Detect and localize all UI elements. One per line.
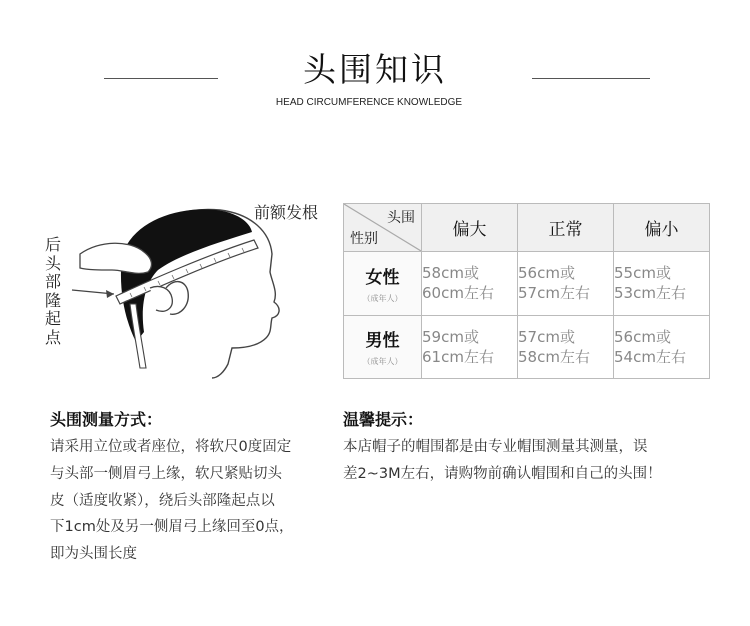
table-header-row bbox=[344, 204, 710, 252]
table-cell: 59cm或 61cm左右 bbox=[422, 315, 518, 379]
title-divider-right bbox=[532, 78, 650, 79]
table-cell: 55cm或 53cm左右 bbox=[614, 252, 710, 316]
column-header-normal: 正常 bbox=[518, 204, 614, 252]
back-head-point-label: 后 头 部 隆 起 点 bbox=[45, 235, 62, 347]
method-heading: 头围测量方式： bbox=[50, 410, 163, 429]
column-header-large: 偏大 bbox=[422, 204, 518, 252]
table-cell: 56cm或 57cm左右 bbox=[518, 252, 614, 316]
size-table bbox=[343, 203, 710, 379]
corner-label-gender: 性别 bbox=[350, 231, 378, 247]
tips-text: 本店帽子的帽围都是由专业帽围测量其测量，误 差2~3M左右，请购物前确认帽围和自己的头围！ bbox=[343, 439, 662, 482]
table-corner-cell bbox=[344, 204, 422, 252]
corner-label-circumference: 头围 bbox=[387, 210, 415, 226]
table-cell: 57cm或 58cm左右 bbox=[518, 315, 614, 379]
table-cell: 56cm或 54cm左右 bbox=[614, 315, 710, 379]
method-text: 请采用立位或者座位，将软尺0度固定 与头部一侧眉弓上缘，软尺紧贴切头 皮（适度收紧），绕后头部隆起点以 下1cm处及另一侧眉弓上缘回至0点， 即为头围长度 bbox=[50, 439, 294, 563]
table-row bbox=[344, 315, 710, 379]
page-subtitle: HEAD CIRCUMFERENCE KNOWLEDGE bbox=[275, 97, 463, 108]
tips-heading: 温馨提示： bbox=[343, 410, 424, 429]
title-divider-left bbox=[104, 78, 218, 79]
forehead-label: 前额发根 bbox=[254, 203, 319, 222]
table-cell: 58cm或 60cm左右 bbox=[422, 252, 518, 316]
table-row bbox=[344, 252, 710, 316]
column-header-small: 偏小 bbox=[614, 204, 710, 252]
page-title: 头围知识 bbox=[303, 50, 447, 89]
row-header-female: 女性 （成年人） bbox=[344, 252, 422, 316]
row-header-male: 男性 （成年人） bbox=[344, 315, 422, 379]
hand-shape-lower bbox=[150, 286, 172, 311]
